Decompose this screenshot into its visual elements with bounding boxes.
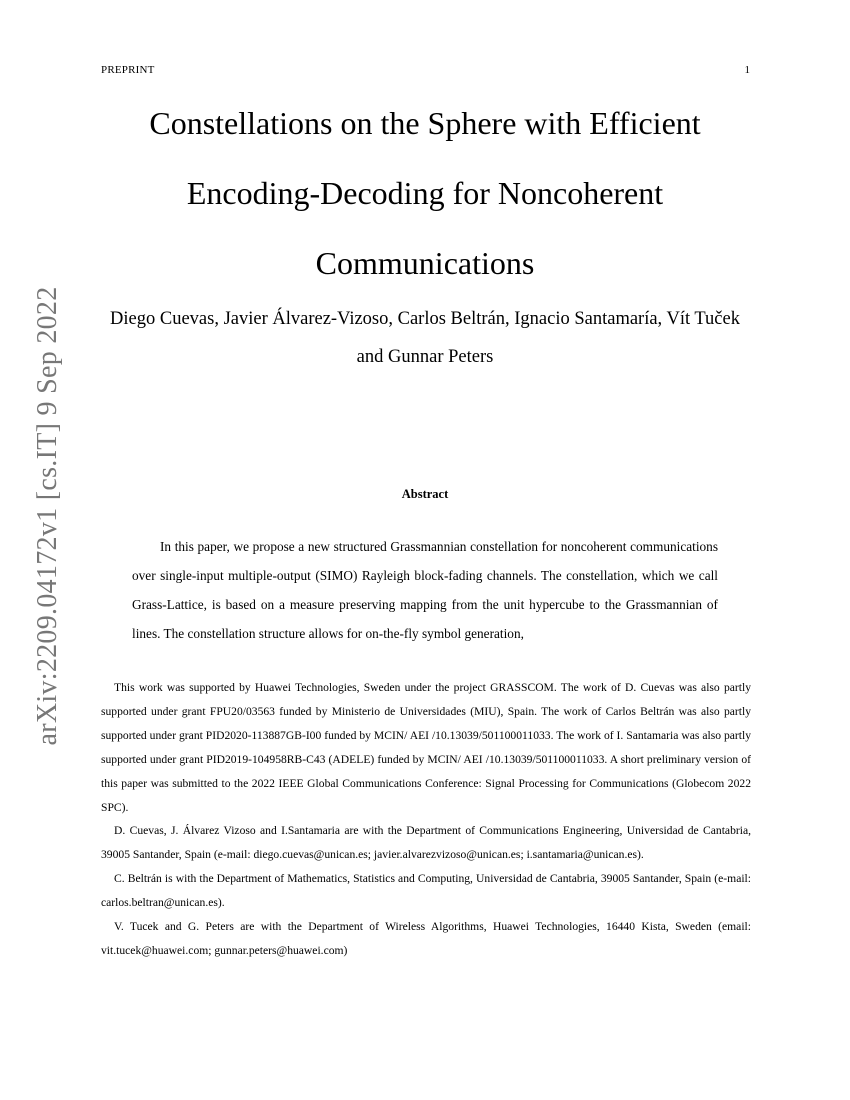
footnote-funding: This work was supported by Huawei Technologies, Sweden under the project GRASSCOM. The work of D. Cuevas was also partly supported under grant FPU20/03563 funded by Ministerio de Universidades (MIU), Spain. The work of Carlos Beltrán was also partly supported under grant PID2020-113887GB-I00 funded by MCIN/ AEI /10.13039/501100011033. The work of I. Santamaria was also partly supported under grant PID2019-104958RB-C43 (ADELE) funded by MCIN/ AEI /10.13039/501100011033. A short preliminary version of this paper was submitted to the 2022 IEEE Global Communications Conference: Signal Processing for Communications (Globecom 2022 SPC).: [101, 681, 751, 814]
footnote-affiliation-huawei: V. Tucek and G. Peters are with the Department of Wireless Algorithms, Huawei Technologies, 16440 Kista, Sweden (email: vit.tucek@huawei.com; gunnar.peters@huawei.com): [101, 920, 751, 957]
paper-title: Constellations on the Sphere with Efficient Encoding-Decoding for Noncoherent Communications: [149, 105, 701, 281]
page-number: 1: [744, 64, 750, 76]
abstract-heading: Abstract: [401, 487, 449, 501]
arxiv-identifier-stamp: arXiv:2209.04172v1 [cs.IT] 9 Sep 2022: [32, 286, 63, 746]
footnotes: [101, 676, 751, 963]
abstract-text: In this paper, we propose a new structured Grassmannian constellation for noncoherent communications over single-input multiple-output (SIMO) Rayleigh block-fading channels. The constellation, which we call Grass-Lattice, is based on a measure preserving mapping from the unit hypercube to the Grassmannian of lines. The constellation structure allows for on-the-fly symbol generation,: [132, 539, 718, 641]
author-list: Diego Cuevas, Javier Álvarez-Vizoso, Carlos Beltrán, Ignacio Santamaría, Vít Tuček and Gunnar Peters: [110, 309, 740, 367]
footnote-affiliation-unican-math: C. Beltrán is with the Department of Mathematics, Statistics and Computing, Universidad de Cantabria, 39005 Santander, Spain (e-mail: carlos.beltran@unican.es).: [101, 872, 751, 910]
running-header: PREPRINT: [101, 64, 155, 76]
footnote-affiliation-unican-comms: D. Cuevas, J. Álvarez Vizoso and I.Santamaria are with the Department of Communications Engineering, Universidad de Cantabria, 39005 Santander, Spain (e-mail: diego.cuevas@unican.es; javier.alvarezvizoso@unican.es; i.santamaria@unican.es).: [101, 824, 751, 862]
